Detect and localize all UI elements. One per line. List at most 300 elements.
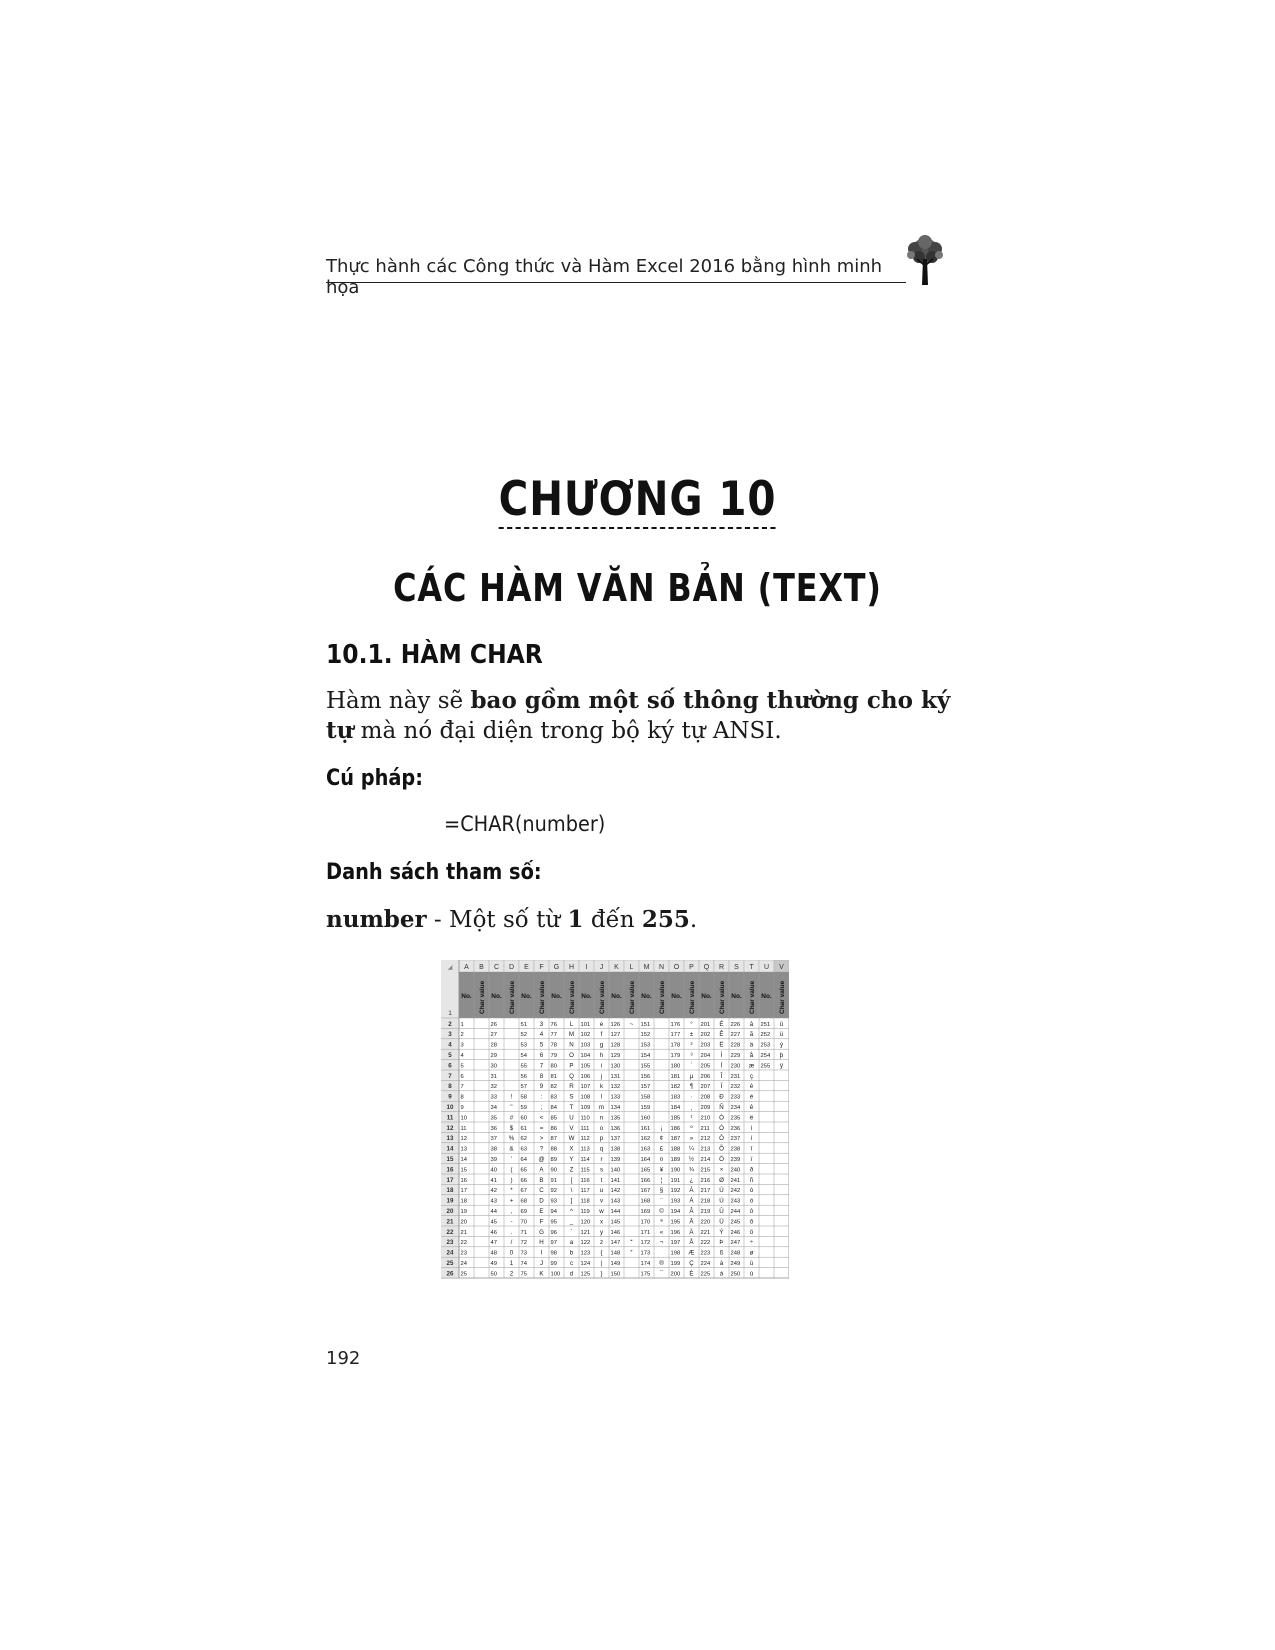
cell-number-73: 73 xyxy=(520,1250,527,1257)
cell-number-196: 196 xyxy=(670,1229,681,1236)
header-char-value-P: Char value xyxy=(689,980,696,1014)
row-number-9: 9 xyxy=(448,1093,452,1101)
cell-char-88: X xyxy=(569,1145,574,1153)
cell-char-51: 3 xyxy=(539,1020,544,1028)
cell-char-232: è xyxy=(749,1083,754,1091)
syntax-formula: =CHAR(number) xyxy=(444,812,606,836)
column-letter-U: U xyxy=(763,964,770,971)
cell-char-148:  xyxy=(630,1249,633,1257)
cell-number-163: 163 xyxy=(640,1146,651,1153)
cell-char-199: Ç xyxy=(689,1260,694,1267)
cell-char-119: w xyxy=(599,1208,604,1215)
cell-number-126: 126 xyxy=(610,1021,621,1028)
cell-number-143: 143 xyxy=(610,1198,621,1205)
cell-number-217: 217 xyxy=(700,1188,711,1195)
header-char-value-B: Char value xyxy=(479,980,486,1014)
cell-number-195: 195 xyxy=(670,1219,681,1226)
cell-number-138: 138 xyxy=(610,1146,621,1153)
cell-number-206: 206 xyxy=(700,1073,711,1080)
column-letter-K: K xyxy=(614,964,619,971)
cell-number-96: 96 xyxy=(550,1229,557,1236)
cell-char-108: l xyxy=(600,1093,603,1101)
cell-number-63: 63 xyxy=(520,1146,527,1153)
cell-number-81: 81 xyxy=(550,1073,557,1080)
cell-number-78: 78 xyxy=(550,1042,557,1049)
cell-char-138:  xyxy=(629,1145,634,1153)
cell-char-215: × xyxy=(719,1166,724,1174)
header-char-value-H: Char value xyxy=(569,980,576,1014)
cell-char-139:  xyxy=(629,1156,634,1163)
cell-char-35: # xyxy=(509,1114,514,1122)
cell-number-79: 79 xyxy=(550,1053,557,1059)
cell-number-15: 15 xyxy=(460,1167,467,1174)
cell-char-216: Ø xyxy=(719,1176,724,1184)
cell-number-175: 175 xyxy=(640,1271,651,1278)
cell-char-206: Î xyxy=(720,1072,723,1080)
cell-number-7: 7 xyxy=(460,1084,464,1091)
cell-number-157: 157 xyxy=(640,1084,651,1091)
cell-number-183: 183 xyxy=(670,1094,681,1101)
cell-char-70: F xyxy=(539,1218,544,1226)
cell-number-67: 67 xyxy=(520,1188,527,1195)
cell-number-132: 132 xyxy=(610,1084,621,1091)
cell-char-211: Ó xyxy=(719,1124,724,1132)
cell-char-189: ½ xyxy=(688,1156,695,1163)
header-no-C: No. xyxy=(491,993,502,1000)
cell-char-185: ¹ xyxy=(690,1114,693,1122)
cell-char-131:  xyxy=(629,1072,634,1080)
cell-char-203: Ë xyxy=(719,1041,724,1049)
cell-char-161: ¡ xyxy=(660,1124,663,1132)
cell-number-205: 205 xyxy=(700,1063,711,1070)
cell-char-234: ê xyxy=(749,1104,754,1111)
row-number-6: 6 xyxy=(448,1062,452,1070)
cell-char-196: Ä xyxy=(689,1228,694,1236)
row-number-3: 3 xyxy=(448,1031,452,1039)
cell-number-194: 194 xyxy=(670,1209,681,1215)
cell-number-65: 65 xyxy=(520,1167,527,1174)
cell-number-213: 213 xyxy=(700,1146,711,1153)
cell-char-194: Â xyxy=(689,1208,694,1215)
cell-char-104: h xyxy=(599,1052,604,1059)
cell-number-233: 233 xyxy=(730,1094,741,1101)
cell-number-220: 220 xyxy=(700,1219,711,1226)
cell-number-166: 166 xyxy=(640,1177,651,1184)
cell-number-69: 69 xyxy=(520,1209,527,1215)
cell-number-22: 22 xyxy=(460,1240,467,1247)
cell-number-158: 158 xyxy=(640,1094,651,1101)
header-no-Q: No. xyxy=(701,993,712,1000)
page-number: 192 xyxy=(326,1348,361,1369)
cell-char-134:  xyxy=(629,1104,634,1111)
cell-number-190: 190 xyxy=(670,1167,681,1174)
cell-char-190: ¾ xyxy=(688,1166,695,1174)
cell-char-82: R xyxy=(569,1083,574,1091)
cell-char-113: q xyxy=(599,1145,604,1153)
cell-number-245: 245 xyxy=(730,1219,741,1226)
cell-number-182: 182 xyxy=(670,1084,681,1091)
cell-char-217: Ù xyxy=(719,1187,724,1195)
cell-char-56: 8 xyxy=(539,1072,544,1080)
cell-number-121: 121 xyxy=(580,1229,591,1236)
cell-char-169: © xyxy=(659,1208,664,1215)
row-number-21: 21 xyxy=(446,1218,454,1226)
cell-char-121: y xyxy=(599,1228,604,1236)
column-letter-V: V xyxy=(779,964,784,971)
column-letter-G: G xyxy=(553,964,560,971)
cell-number-131: 131 xyxy=(610,1073,621,1080)
cell-char-240: ð xyxy=(749,1166,754,1174)
cell-char-152:  xyxy=(659,1031,664,1039)
column-letter-H: H xyxy=(568,964,575,971)
cell-number-179: 179 xyxy=(670,1053,681,1059)
cell-char-163: £ xyxy=(659,1145,664,1153)
cell-number-28: 28 xyxy=(490,1042,497,1049)
cell-number-54: 54 xyxy=(520,1053,527,1059)
column-letter-A: A xyxy=(464,964,469,971)
cell-char-247: ÷ xyxy=(749,1239,754,1247)
cell-number-189: 189 xyxy=(670,1157,681,1163)
column-letter-T: T xyxy=(749,964,754,971)
cell-char-63: ? xyxy=(539,1145,544,1153)
cell-char-92: \ xyxy=(570,1187,573,1195)
cell-number-232: 232 xyxy=(730,1084,741,1091)
cell-char-93: ] xyxy=(570,1197,573,1205)
cell-char-210: Ò xyxy=(719,1114,724,1122)
cell-char-38: & xyxy=(509,1145,514,1153)
row-number-23: 23 xyxy=(446,1239,454,1247)
cell-number-231: 231 xyxy=(730,1073,741,1080)
cell-char-205: Í xyxy=(720,1062,723,1070)
cell-number-185: 185 xyxy=(670,1115,681,1122)
cell-char-228: ä xyxy=(749,1041,754,1049)
cell-char-248: ø xyxy=(749,1249,754,1257)
cell-char-154:  xyxy=(659,1052,664,1059)
cell-char-85: U xyxy=(569,1114,574,1122)
cell-char-155:  xyxy=(659,1062,664,1070)
header-char-value-D: Char value xyxy=(509,980,516,1014)
cell-char-221: Ý xyxy=(719,1228,724,1236)
cell-number-186: 186 xyxy=(670,1125,681,1132)
cell-number-32: 32 xyxy=(490,1084,497,1091)
column-letter-J: J xyxy=(599,964,604,971)
cell-number-209: 209 xyxy=(700,1105,711,1111)
cell-char-200: È xyxy=(689,1270,694,1278)
chapter-title: CÁC HÀM VĂN BẢN (TEXT) xyxy=(393,566,882,610)
cell-number-10: 10 xyxy=(460,1115,467,1122)
cell-char-170: ª xyxy=(660,1218,663,1226)
header-no-K: No. xyxy=(611,993,622,1000)
column-letter-S: S xyxy=(734,964,739,971)
cell-number-38: 38 xyxy=(490,1146,497,1153)
cell-number-197: 197 xyxy=(670,1240,681,1247)
cell-number-114: 114 xyxy=(580,1157,590,1163)
cell-number-44: 44 xyxy=(490,1209,497,1215)
cell-char-58: : xyxy=(540,1093,543,1101)
cell-number-147: 147 xyxy=(610,1240,621,1247)
cell-char-114: r xyxy=(600,1156,603,1163)
cell-number-136: 136 xyxy=(610,1125,621,1132)
cell-number-30: 30 xyxy=(490,1063,497,1070)
cell-char-75: K xyxy=(539,1270,544,1278)
cell-number-13: 13 xyxy=(460,1146,467,1153)
cell-number-64: 64 xyxy=(520,1157,527,1163)
cell-char-226: â xyxy=(749,1020,754,1028)
cell-char-115: s xyxy=(599,1166,604,1174)
cell-char-46: . xyxy=(510,1228,513,1236)
row-number-1: 1 xyxy=(448,1010,452,1017)
cell-char-236: ì xyxy=(750,1124,753,1132)
header-char-value-T: Char value xyxy=(749,980,756,1014)
cell-number-146: 146 xyxy=(610,1229,621,1236)
cell-number-123: 123 xyxy=(580,1250,591,1257)
cell-char-66: B xyxy=(539,1176,544,1184)
cell-char-41: ) xyxy=(510,1176,513,1184)
cell-char-181: µ xyxy=(689,1072,694,1080)
cell-number-109: 109 xyxy=(580,1105,591,1111)
cell-char-223: ß xyxy=(719,1249,724,1257)
cell-number-167: 167 xyxy=(640,1188,651,1195)
row-number-10: 10 xyxy=(446,1104,454,1111)
cell-char-91: [ xyxy=(570,1176,573,1184)
cell-char-124: | xyxy=(600,1260,603,1267)
cell-number-42: 42 xyxy=(490,1188,497,1195)
cell-number-104: 104 xyxy=(580,1053,591,1059)
cell-char-72: H xyxy=(539,1239,544,1247)
cell-char-165: ¥ xyxy=(659,1166,664,1174)
cell-number-221: 221 xyxy=(700,1229,711,1236)
cell-char-71: G xyxy=(539,1228,544,1236)
cell-number-214: 214 xyxy=(700,1157,711,1163)
cell-char-100: d xyxy=(569,1270,574,1278)
cell-char-69: E xyxy=(539,1208,544,1215)
row-number-16: 16 xyxy=(446,1166,454,1174)
cell-char-122: z xyxy=(599,1239,604,1247)
chapter-number: CHƯƠNG 10 xyxy=(498,472,777,527)
cell-number-20: 20 xyxy=(460,1219,467,1226)
cell-char-167: § xyxy=(659,1187,664,1195)
cell-number-11: 11 xyxy=(460,1125,467,1132)
cell-char-62: > xyxy=(539,1135,544,1143)
cell-number-193: 193 xyxy=(670,1198,681,1205)
cell-number-26: 26 xyxy=(490,1021,497,1028)
cell-number-140: 140 xyxy=(610,1167,621,1174)
cell-number-90: 90 xyxy=(550,1167,557,1174)
cell-number-200: 200 xyxy=(670,1271,681,1278)
cell-number-134: 134 xyxy=(610,1105,621,1111)
cell-number-91: 91 xyxy=(550,1177,557,1184)
cell-char-130:  xyxy=(629,1062,634,1070)
cell-number-75: 75 xyxy=(520,1271,527,1278)
cell-char-151:  xyxy=(659,1020,664,1028)
cell-number-251: 251 xyxy=(760,1021,771,1028)
row-number-25: 25 xyxy=(446,1260,454,1267)
row-number-4: 4 xyxy=(448,1041,452,1049)
cell-char-230: æ xyxy=(748,1062,755,1070)
cell-char-209: Ñ xyxy=(719,1104,724,1111)
cell-number-40: 40 xyxy=(490,1167,497,1174)
cell-number-227: 227 xyxy=(730,1032,741,1039)
cell-char-235: ë xyxy=(749,1114,754,1122)
cell-number-105: 105 xyxy=(580,1063,591,1070)
row-number-13: 13 xyxy=(446,1135,454,1143)
cell-char-171: « xyxy=(659,1228,664,1236)
cell-number-180: 180 xyxy=(670,1063,681,1070)
cell-number-3: 3 xyxy=(460,1042,464,1049)
row-number-17: 17 xyxy=(446,1176,454,1184)
cell-number-235: 235 xyxy=(730,1115,741,1122)
column-letter-M: M xyxy=(643,964,650,971)
cell-number-36: 36 xyxy=(490,1125,497,1132)
row-number-15: 15 xyxy=(446,1156,454,1163)
cell-char-242: ò xyxy=(749,1187,754,1195)
cell-number-223: 223 xyxy=(700,1250,711,1257)
header-no-O: No. xyxy=(671,993,682,1000)
cell-char-176: ° xyxy=(690,1020,693,1028)
cell-number-148: 148 xyxy=(610,1250,621,1257)
cell-number-93: 93 xyxy=(550,1198,557,1205)
cell-char-79: O xyxy=(569,1052,574,1059)
cell-char-84: T xyxy=(569,1104,574,1111)
cell-number-203: 203 xyxy=(700,1042,711,1049)
cell-number-2: 2 xyxy=(460,1032,464,1039)
cell-char-98: b xyxy=(569,1249,574,1257)
cell-char-110: n xyxy=(599,1114,604,1122)
cell-char-142:  xyxy=(629,1187,634,1195)
cell-char-136:  xyxy=(629,1124,634,1132)
cell-number-210: 210 xyxy=(700,1115,711,1122)
row-number-18: 18 xyxy=(446,1187,454,1195)
cell-number-57: 57 xyxy=(520,1084,527,1091)
running-title: Thực hành các Công thức và Hàm Excel 2016 bằng hình minh họa xyxy=(326,256,883,298)
cell-char-156:  xyxy=(659,1072,664,1080)
row-number-5: 5 xyxy=(448,1052,452,1059)
cell-char-111: o xyxy=(599,1124,604,1132)
cell-number-34: 34 xyxy=(490,1105,497,1111)
cell-char-87: W xyxy=(568,1135,575,1143)
cell-char-254: þ xyxy=(779,1052,784,1059)
cell-number-59: 59 xyxy=(520,1105,527,1111)
row-number-19: 19 xyxy=(446,1197,454,1205)
cell-char-80: P xyxy=(569,1062,574,1070)
column-letter-L: L xyxy=(629,964,634,971)
cell-number-207: 207 xyxy=(700,1084,711,1091)
cell-number-149: 149 xyxy=(610,1261,621,1267)
cell-char-166: ¦ xyxy=(660,1176,663,1184)
cell-number-215: 215 xyxy=(700,1167,711,1174)
cell-number-17: 17 xyxy=(460,1188,467,1195)
cell-char-128:  xyxy=(629,1041,634,1049)
cell-number-112: 112 xyxy=(580,1136,590,1143)
cell-number-151: 151 xyxy=(640,1021,651,1028)
cell-number-118: 118 xyxy=(580,1198,590,1205)
cell-number-102: 102 xyxy=(580,1032,591,1039)
cell-char-50: 2 xyxy=(509,1270,514,1278)
cell-char-251: û xyxy=(779,1020,784,1028)
header-no-A: No. xyxy=(461,993,472,1000)
cell-char-198: Æ xyxy=(688,1249,695,1257)
cell-char-233: é xyxy=(749,1093,754,1101)
column-letter-P: P xyxy=(689,964,694,971)
cell-char-244: ô xyxy=(749,1208,754,1215)
cell-number-244: 244 xyxy=(730,1209,741,1215)
cell-number-27: 27 xyxy=(490,1032,497,1039)
row-number-24: 24 xyxy=(446,1249,454,1257)
cell-char-180: ´ xyxy=(690,1062,693,1070)
cell-char-239: ï xyxy=(750,1156,753,1163)
cell-char-188: ¼ xyxy=(688,1145,695,1153)
cell-number-164: 164 xyxy=(640,1157,651,1163)
cell-number-53: 53 xyxy=(520,1042,527,1049)
cell-char-179: ³ xyxy=(690,1052,693,1059)
cell-char-40: ( xyxy=(510,1166,513,1174)
cell-number-181: 181 xyxy=(670,1073,681,1080)
cell-number-18: 18 xyxy=(460,1198,467,1205)
cell-number-188: 188 xyxy=(670,1146,681,1153)
cell-number-145: 145 xyxy=(610,1219,621,1226)
cell-number-242: 242 xyxy=(730,1188,741,1195)
cell-number-83: 83 xyxy=(550,1094,557,1101)
cell-char-61: = xyxy=(539,1124,544,1132)
row-number-12: 12 xyxy=(446,1124,454,1132)
cell-number-35: 35 xyxy=(490,1115,497,1122)
cell-number-238: 238 xyxy=(730,1146,741,1153)
cell-number-211: 211 xyxy=(700,1125,710,1132)
cell-number-60: 60 xyxy=(520,1115,527,1122)
cell-char-184: ¸ xyxy=(690,1104,693,1111)
running-header xyxy=(326,252,906,298)
cell-char-48: 0 xyxy=(509,1249,514,1257)
section-title: 10.1. HÀM CHAR xyxy=(326,640,543,670)
cell-number-208: 208 xyxy=(700,1094,711,1101)
cell-number-97: 97 xyxy=(550,1240,557,1247)
cell-number-240: 240 xyxy=(730,1167,741,1174)
cell-char-202: Ê xyxy=(719,1031,724,1039)
cell-number-119: 119 xyxy=(580,1209,590,1215)
cell-char-153:  xyxy=(659,1041,664,1049)
cell-char-208: Ð xyxy=(719,1093,724,1101)
cell-char-81: Q xyxy=(569,1072,574,1080)
cell-number-229: 229 xyxy=(730,1053,741,1059)
column-letter-I: I xyxy=(585,964,588,971)
cell-char-195: Ã xyxy=(689,1218,694,1226)
row-number-14: 14 xyxy=(446,1145,454,1153)
cell-number-253: 253 xyxy=(760,1042,771,1049)
cell-char-49: 1 xyxy=(509,1260,514,1267)
cell-number-107: 107 xyxy=(580,1084,591,1091)
cell-number-99: 99 xyxy=(550,1261,557,1267)
tree-icon xyxy=(903,235,947,287)
cell-char-36: $ xyxy=(509,1124,514,1132)
cell-char-164: ¤ xyxy=(659,1156,664,1163)
syntax-label: Cú pháp: xyxy=(326,766,424,791)
params-label: Danh sách tham số: xyxy=(326,860,542,885)
cell-char-57: 9 xyxy=(539,1083,544,1091)
cell-char-103: g xyxy=(599,1041,604,1049)
cell-number-24: 24 xyxy=(460,1261,467,1267)
cell-number-5: 5 xyxy=(460,1063,464,1070)
cell-char-249: ù xyxy=(749,1260,754,1267)
cell-number-226: 226 xyxy=(730,1021,741,1028)
cell-char-175: ¯ xyxy=(659,1270,664,1278)
cell-number-29: 29 xyxy=(490,1053,497,1059)
cell-number-106: 106 xyxy=(580,1073,591,1080)
cell-char-212: Ô xyxy=(719,1135,724,1143)
header-no-U: No. xyxy=(761,993,772,1000)
cell-number-174: 174 xyxy=(640,1261,651,1267)
cell-number-204: 204 xyxy=(700,1053,711,1059)
cell-number-56: 56 xyxy=(520,1073,527,1080)
